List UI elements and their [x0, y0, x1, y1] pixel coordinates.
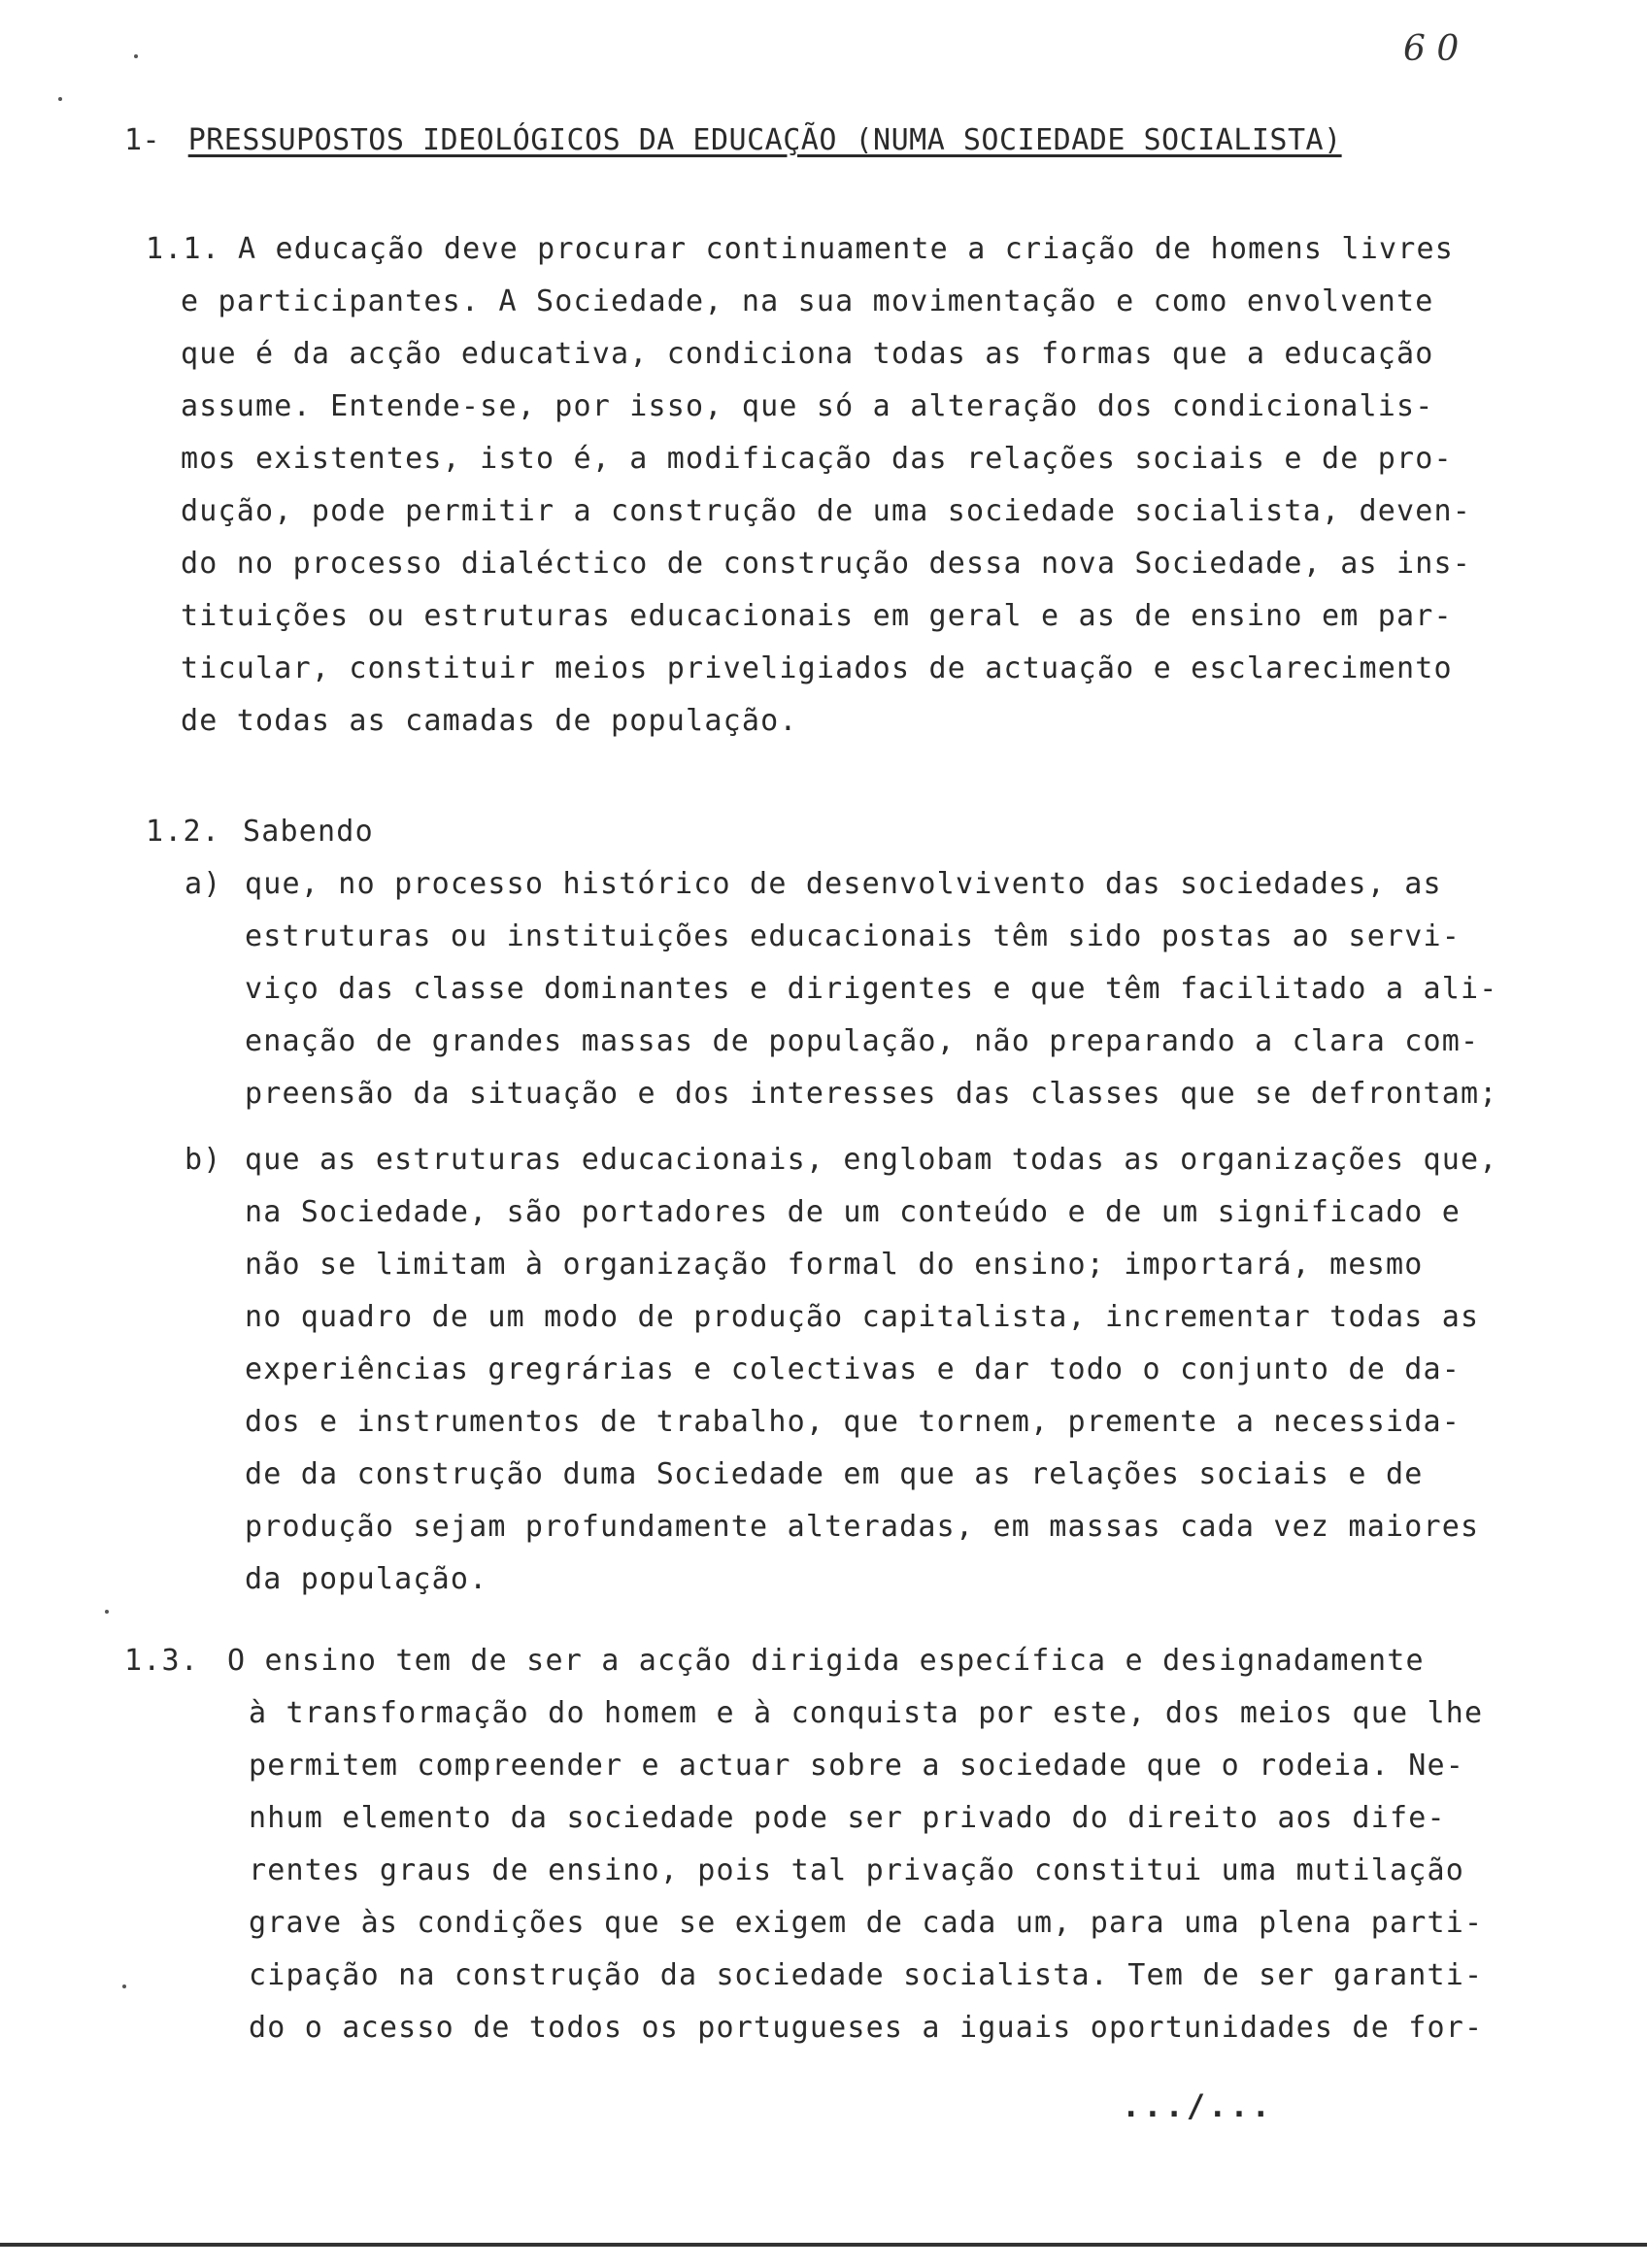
text-line: grave às condições que se exigem de cada um, para uma plena parti- [249, 1906, 1484, 1940]
paragraph-intro: Sabendo [243, 815, 374, 849]
text-line: que, no processo histórico de desenvolvivento das sociedades, as [245, 867, 1442, 901]
text-line: experiências gregrárias e colectivas e dar todo o conjunto de da- [245, 1352, 1461, 1386]
text-line: nhum elemento da sociedade pode ser privado do direito aos dife- [249, 1801, 1446, 1835]
text-line: cipação na construção da sociedade socialista. Tem de ser garanti- [249, 1958, 1484, 1992]
heading-number: 1- [124, 123, 161, 157]
scan-speck [58, 97, 62, 101]
list-marker: b) [185, 1143, 222, 1177]
text-line: de da construção duma Sociedade em que as relações sociais e de [245, 1457, 1424, 1491]
text-line: O ensino tem de ser a acção dirigida específica e designadamente [227, 1644, 1425, 1678]
text-line: dos e instrumentos de trabalho, que tornem, premente a necessida- [245, 1405, 1461, 1439]
text-line: enação de grandes massas de população, não preparando a clara com- [245, 1024, 1480, 1058]
paragraph-label: 1.1. [146, 232, 221, 266]
paragraph-label: 1.2. [146, 815, 221, 849]
text-line: à transformação do homem e à conquista por este, dos meios que lhe [249, 1696, 1484, 1730]
handwritten-page-number: 6 0 [1403, 29, 1460, 69]
heading-title: PRESSUPOSTOS IDEOLÓGICOS DA EDUCAÇÃO (NUMA SOCIEDADE SOCIALISTA) [187, 123, 1342, 157]
text-line: dução, pode permitir a construção de uma sociedade socialista, deven- [181, 494, 1472, 528]
text-line: preensão da situação e dos interesses das classes que se defrontam; [245, 1077, 1498, 1111]
text-line: mos existentes, isto é, a modificação das relações sociais e de pro- [181, 442, 1453, 476]
bottom-edge-rule [0, 2243, 1647, 2247]
scan-speck [105, 1610, 109, 1614]
text-line: que as estruturas educacionais, englobam todas as organizações que, [245, 1143, 1498, 1177]
paragraph-label: 1.3. [124, 1644, 200, 1678]
text-line: estruturas ou instituições educacionais têm sido postas ao servi- [245, 919, 1461, 953]
scan-speck [134, 54, 138, 58]
text-line: não se limitam à organização formal do ensino; importará, mesmo [245, 1248, 1424, 1282]
list-marker: a) [185, 867, 222, 901]
section-heading [124, 123, 1342, 157]
text-line: e participantes. A Sociedade, na sua movimentação e como envolvente [181, 284, 1434, 318]
text-line: rentes graus de ensino, pois tal privação constitui uma mutilação [249, 1853, 1464, 1887]
text-line: que é da acção educativa, condiciona todas as formas que a educação [181, 337, 1434, 371]
text-line: na Sociedade, são portadores de um conteúdo e de um significado e [245, 1195, 1461, 1229]
continuation-marker: .../... [1122, 2087, 1273, 2124]
text-line: A educação deve procurar continuamente a criação de homens livres [238, 232, 1454, 266]
text-line: no quadro de um modo de produção capitalista, incrementar todas as [245, 1300, 1480, 1334]
text-line: assume. Entende-se, por isso, que só a alteração dos condicionalis- [181, 389, 1434, 423]
text-line: da população. [245, 1562, 488, 1596]
text-line: do no processo dialéctico de construção dessa nova Sociedade, as ins- [181, 547, 1472, 581]
text-line: permitem compreender e actuar sobre a sociedade que o rodeia. Ne- [249, 1749, 1464, 1783]
text-line: do o acesso de todos os portugueses a iguais oportunidades de for- [249, 2011, 1484, 2045]
text-line: ticular, constituir meios priveligiados de actuação e esclarecimento [181, 651, 1453, 685]
text-line: viço das classe dominantes e dirigentes e que têm facilitado a ali- [245, 972, 1498, 1006]
text-line: de todas as camadas de população. [181, 704, 798, 738]
text-line: produção sejam profundamente alteradas, em massas cada vez maiores [245, 1510, 1480, 1544]
scan-speck [122, 1984, 126, 1988]
text-line: tituições ou estruturas educacionais em geral e as de ensino em par- [181, 599, 1453, 633]
